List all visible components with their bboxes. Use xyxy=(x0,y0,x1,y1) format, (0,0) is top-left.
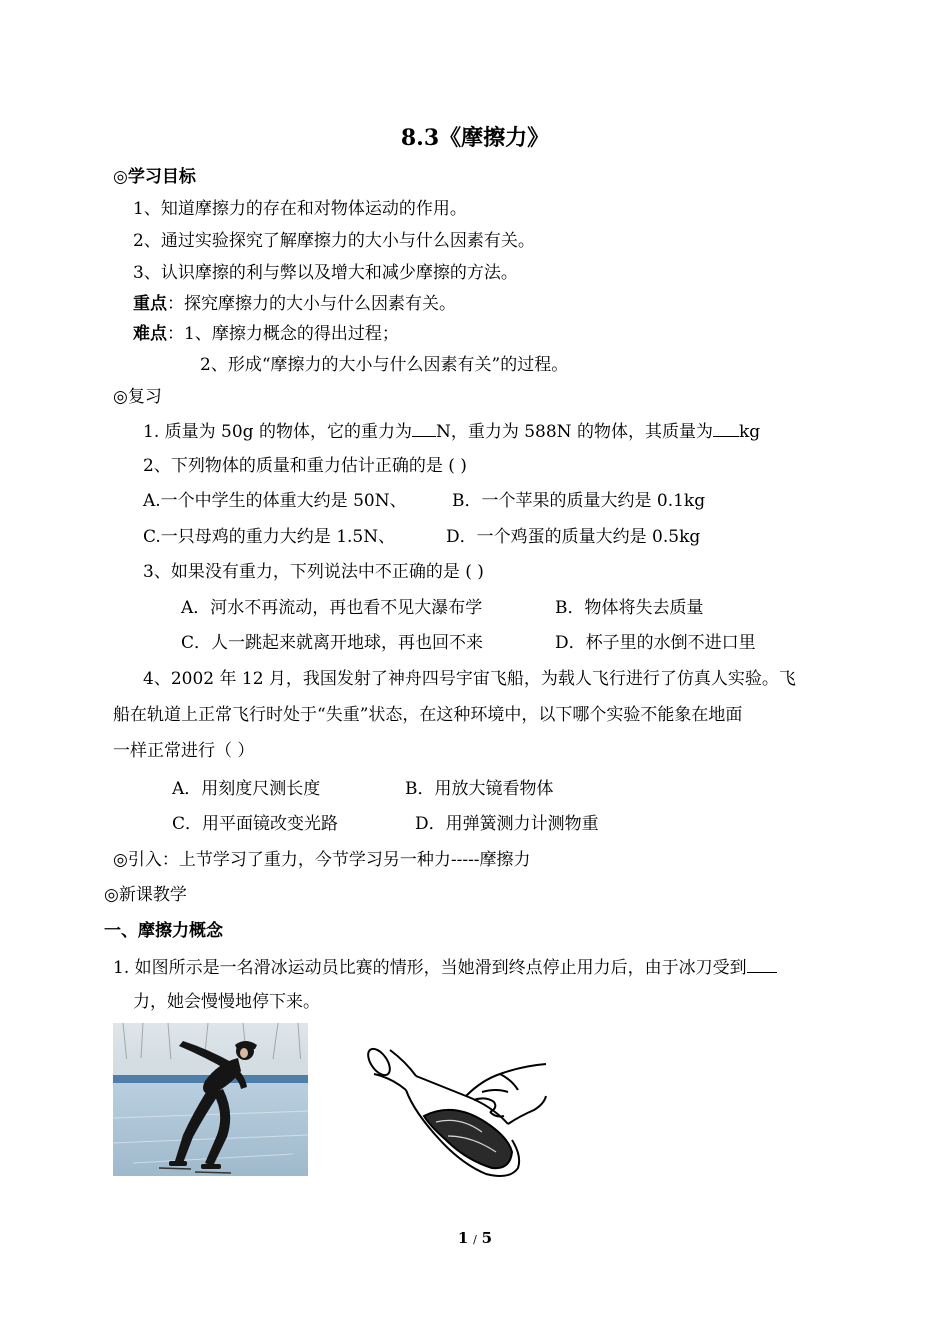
difficulty-text-2: 2、形成“摩擦力的大小与什么因素有关”的过程。 xyxy=(200,355,569,375)
section1-q1-line-1 xyxy=(113,956,777,979)
page-title: 8.3《摩擦力》 xyxy=(400,125,550,151)
review-q2-option-a: A.一个中学生的体重大约是 50N、 xyxy=(143,491,407,511)
difficulty-text-1: ：1、摩擦力概念的得出过程； xyxy=(167,324,399,344)
page-number: 1 xyxy=(457,1229,469,1247)
page-separator: / xyxy=(473,1233,477,1246)
review-q1 xyxy=(143,420,760,443)
review-q3: 3、如果没有重力，下列说法中不正确的是 ( ) xyxy=(143,562,484,582)
objectives-heading: ◎学习目标 xyxy=(113,167,196,187)
review-q2-option-b: B．一个苹果的质量大约是 0.1kg xyxy=(452,491,706,511)
difficulty-label: 难点 xyxy=(133,324,167,344)
page-footer xyxy=(0,1229,950,1247)
review-q2: 2、下列物体的质量和重力估计正确的是 ( ) xyxy=(143,456,467,476)
page-total: 5 xyxy=(481,1229,493,1247)
key-label: 重点 xyxy=(133,294,167,314)
section1-heading: 一、摩擦力概念 xyxy=(104,921,223,941)
review-q4-option-d: D．用弹簧测力计测物重 xyxy=(415,814,599,834)
answer-blank[interactable] xyxy=(747,956,777,973)
review-q4-line-1: 4、2002 年 12 月，我国发射了神舟四号宇宙飞船，为载人飞行进行了仿真人实验。飞 xyxy=(143,669,796,689)
answer-blank[interactable] xyxy=(412,420,436,437)
objective-item-2: 2、通过实验探究了解摩擦力的大小与什么因素有关。 xyxy=(133,231,535,251)
review-q3-option-a: A．河水不再流动，再也看不见大瀑布学 xyxy=(181,598,483,618)
review-q4-option-a: A．用刻度尺测长度 xyxy=(172,779,321,799)
review-q4-line-2: 船在轨道上正常飞行时处于“失重”状态，在这种环境中，以下哪个实验不能象在地面 xyxy=(113,705,743,725)
review-q3-option-d: D．杯子里的水倒不进口里 xyxy=(555,633,756,653)
review-q4-option-b: B．用放大镜看物体 xyxy=(405,779,554,799)
hand-bottle-illustration xyxy=(362,1040,552,1180)
review-q2-option-d: D．一个鸡蛋的质量大约是 0.5kg xyxy=(446,527,701,547)
answer-blank[interactable] xyxy=(713,420,739,437)
review-q3-option-c: C．人一跳起来就离开地球，再也回不来 xyxy=(181,633,484,653)
objective-item-3: 3、认识摩擦的利与弊以及增大和减少摩擦的方法。 xyxy=(133,263,518,283)
objective-item-1: 1、知道摩擦力的存在和对物体运动的作用。 xyxy=(133,199,467,219)
skater-photo xyxy=(113,1023,308,1176)
review-q1-part-a: 1. 质量为 50g 的物体，它的重力为 xyxy=(143,422,412,442)
difficulty-point xyxy=(133,323,399,345)
review-q1-part-c: kg xyxy=(738,422,761,442)
key-point xyxy=(133,293,456,315)
section1-q1-line-2: 力，她会慢慢地停下来。 xyxy=(133,992,320,1012)
new-lesson-heading: ◎新课教学 xyxy=(104,885,187,905)
review-heading: ◎复习 xyxy=(113,387,162,407)
section1-q1-text: 1. 如图所示是一名滑冰运动员比赛的情形，当她滑到终点停止用力后，由于冰刀受到 xyxy=(113,958,747,978)
review-q3-option-b: B．物体将失去质量 xyxy=(555,598,704,618)
key-text: ：探究摩擦力的大小与什么因素有关。 xyxy=(167,294,456,314)
review-q2-option-c: C.一只母鸡的重力大约是 1.5N、 xyxy=(143,527,396,547)
review-q1-part-b: N，重力为 588N 的物体，其质量为 xyxy=(435,422,713,442)
intro-text: ◎引入：上节学习了重力，今节学习另一种力-----摩擦力 xyxy=(113,850,531,870)
review-q4-option-c: C．用平面镜改变光路 xyxy=(172,814,339,834)
review-q4-line-3: 一样正常进行（ ） xyxy=(113,741,255,761)
